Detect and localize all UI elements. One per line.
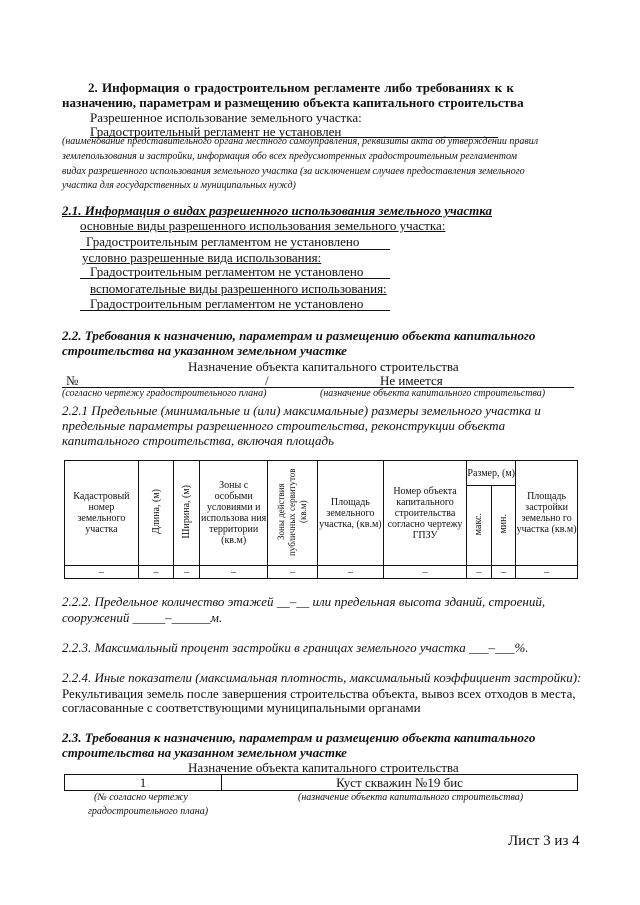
p223: 2.2.3. Максимальный процент застройки в границах земельного участка ___–___%.: [62, 640, 529, 655]
cell-object-purpose: Куст скважин №19 бис: [222, 775, 578, 791]
parameters-table: [64, 460, 578, 579]
main-use-value: Градостроительным регламентом не установлено: [86, 234, 360, 249]
object-purpose-note-2: (назначение объекта капитального строительства): [298, 792, 524, 803]
p222-line2: сооружений _____–______м.: [62, 610, 223, 625]
regulation-value: Градостроительный регламент не установлен: [90, 124, 342, 139]
header-servitude: Зоны действия публичных сервитутов (кв.м): [268, 461, 318, 566]
auxiliary-use-value: Градостроительным регламентом не установлено: [90, 296, 364, 311]
cell-plan-number: 1: [65, 775, 222, 791]
header-area: Площадь земельного участка, (кв.м): [317, 461, 383, 566]
plan-number-note-2-line2: градостроительного плана): [88, 806, 209, 817]
cell-object-number: –: [383, 566, 466, 579]
object-purpose-label: Назначение объекта капитального строительства: [188, 359, 459, 374]
cell-length: –: [138, 566, 173, 579]
auxiliary-use-label: вспомогательные виды разрешенного использования:: [90, 281, 387, 296]
main-use-label: основные виды разрешенного использования земельного участка:: [80, 218, 446, 233]
p224-line2: согласованные с соответствующими муниципальными органами: [62, 700, 421, 715]
section-2-3-heading-line1: 2.3. Требования к назначению, параметрам и размещению объекта капитального: [62, 730, 536, 745]
cell-built-area: –: [516, 566, 578, 579]
regulation-note-line3: видах разрешенного использования земельного участка (за исключением случаев предоставления земельного: [62, 166, 525, 177]
header-width: Ширина, (м): [174, 461, 200, 566]
page-number: Лист 3 из 4: [508, 833, 580, 849]
regulation-note-line4: участка для государственных и муниципальных нужд): [62, 180, 296, 191]
regulation-note-line1: (наименование представительного органа местного самоуправления, реквизиты акта об утверждении правил: [62, 136, 539, 147]
permitted-use-label: Разрешенное использование земельного участка:: [90, 110, 362, 125]
p221-line3: капитального строительства, включая площадь: [62, 433, 335, 448]
header-zones: Зоны с особыми условиями и использова ния территории (кв.м): [200, 461, 268, 566]
object-purpose-value: Не имеется: [380, 373, 443, 388]
header-min: мин.: [491, 486, 515, 566]
table-row: [65, 775, 578, 791]
section-2-2-heading-line1: 2.2. Требования к назначению, параметрам и размещению объекта капитального: [62, 328, 536, 343]
p224-line1: Рекультивация земель после завершения строительства объекта, вывоз всех отходов в места,: [62, 686, 576, 701]
cell-zones: –: [200, 566, 268, 579]
plan-number-note-2-line1: (№ согласно чертежу: [94, 792, 188, 803]
cell-width: –: [174, 566, 200, 579]
table-header-row: [65, 461, 578, 486]
header-max: макс.: [467, 486, 491, 566]
separator-slash: /: [265, 373, 269, 388]
section-2-heading-line1: 2. Информация о градостроительном регламенте либо требованиях к к: [88, 80, 514, 95]
regulation-note-line2: землепользования и застройки, информация обо всех предусмотренных градостроительным регламентом: [62, 151, 517, 162]
cell-area: –: [317, 566, 383, 579]
header-object-number: Номер объекта капитального строительства согласно чертежу ГПЗУ: [383, 461, 466, 566]
cell-min: –: [491, 566, 515, 579]
section-2-2-heading-line2: строительства на указанном земельном участке: [62, 343, 347, 358]
plan-number-sign: №: [66, 373, 79, 388]
conditional-use-value: Градостроительным регламентом не установлено: [90, 264, 364, 279]
plan-number-note: (согласно чертежу градостроительного плана): [62, 388, 267, 399]
header-length: Длина, (м): [138, 461, 173, 566]
conditional-use-label: условно разрешенные вида использования:: [82, 250, 322, 265]
cell-cadastral: –: [65, 566, 139, 579]
header-built-area: Площадь застройки земельно го участка (кв.м): [516, 461, 578, 566]
conditional-use-underline: [80, 278, 390, 279]
section-2-3-heading-line2: строительства на указанном земельном участке: [62, 745, 347, 760]
cell-max: –: [467, 566, 491, 579]
object-table: [64, 774, 578, 791]
object-purpose-label-2: Назначение объекта капитального строительства: [188, 760, 459, 775]
header-size: Размер, (м): [467, 461, 516, 486]
cell-servitude: –: [268, 566, 318, 579]
p222-line1: 2.2.2. Предельное количество этажей __–__ или предельная высота зданий, строений,: [62, 594, 546, 609]
p221-line1: 2.2.1 Предельные (минимальные и (или) максимальные) размеры земельного участка и: [62, 403, 541, 418]
p221-line2: предельные параметры разрешенного строительства, реконструкции объекта: [62, 418, 506, 433]
p224-label: 2.2.4. Иные показатели (максимальная плотность, максимальный коэффициент застройки):: [62, 670, 582, 685]
auxiliary-use-underline: [80, 310, 390, 311]
table-row: [65, 566, 578, 579]
object-purpose-note: (назначение объекта капитального строительства): [320, 388, 546, 399]
section-2-heading-line2: назначению, параметрам и размещению объекта капитального строительства: [62, 95, 524, 110]
section-2-1-heading: 2.1. Информация о видах разрешенного использования земельного участка: [62, 203, 492, 218]
header-cadastral: Кадастровый номер земельного участка: [65, 461, 139, 566]
